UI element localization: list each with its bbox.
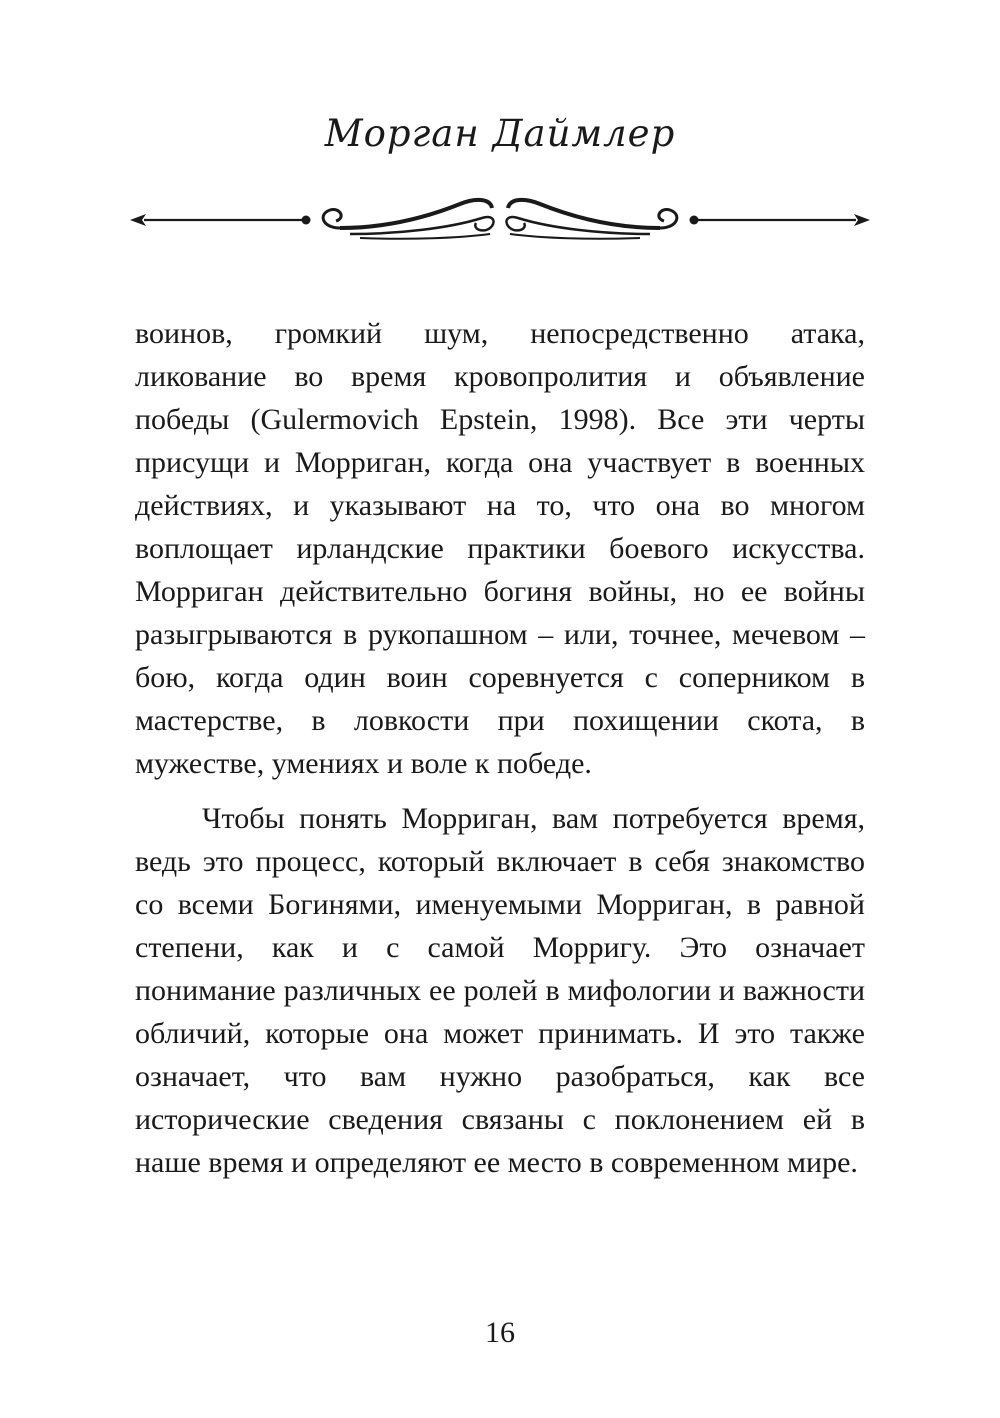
paragraph-2: Чтобы понять Морриган, вам потребуется время, ведь это процесс, который включает в себя знакомство со всеми Богинями, именуемыми Морриган, в равной степени, как и с самой Морригу. Это означает понимание различных ее ролей в мифологии и важности обличий, которые она может принимать. И это также означает, что вам нужно разобраться, как все исторические сведения связаны с поклонением ей в наше время и определяют ее место в современном мире. <box>135 802 865 1179</box>
running-header-author: Морган Даймлер <box>324 112 676 155</box>
paragraph-1: воинов, громкий шум, непосредственно атака, ликование во время кровопролития и объявление победы (Gulermovich Epstein, 1998). Все эти черты присущи и Морриган, когда она участвует в военных действиях, и указывают на то, что она во многом воплощает ирландские практики боевого искусства. Морриган действительно богиня войны, но ее войны разыгрываются в рукопашном – или, точнее, мечевом – бою, когда один воин соревнуется с соперником в мастерстве, в ловкости при похищении скота, в мужестве, умениях и воле к победе. <box>135 317 865 780</box>
page-number: 16 <box>485 1316 515 1349</box>
body-text <box>135 312 865 1184</box>
flourish-divider-icon <box>130 190 870 254</box>
